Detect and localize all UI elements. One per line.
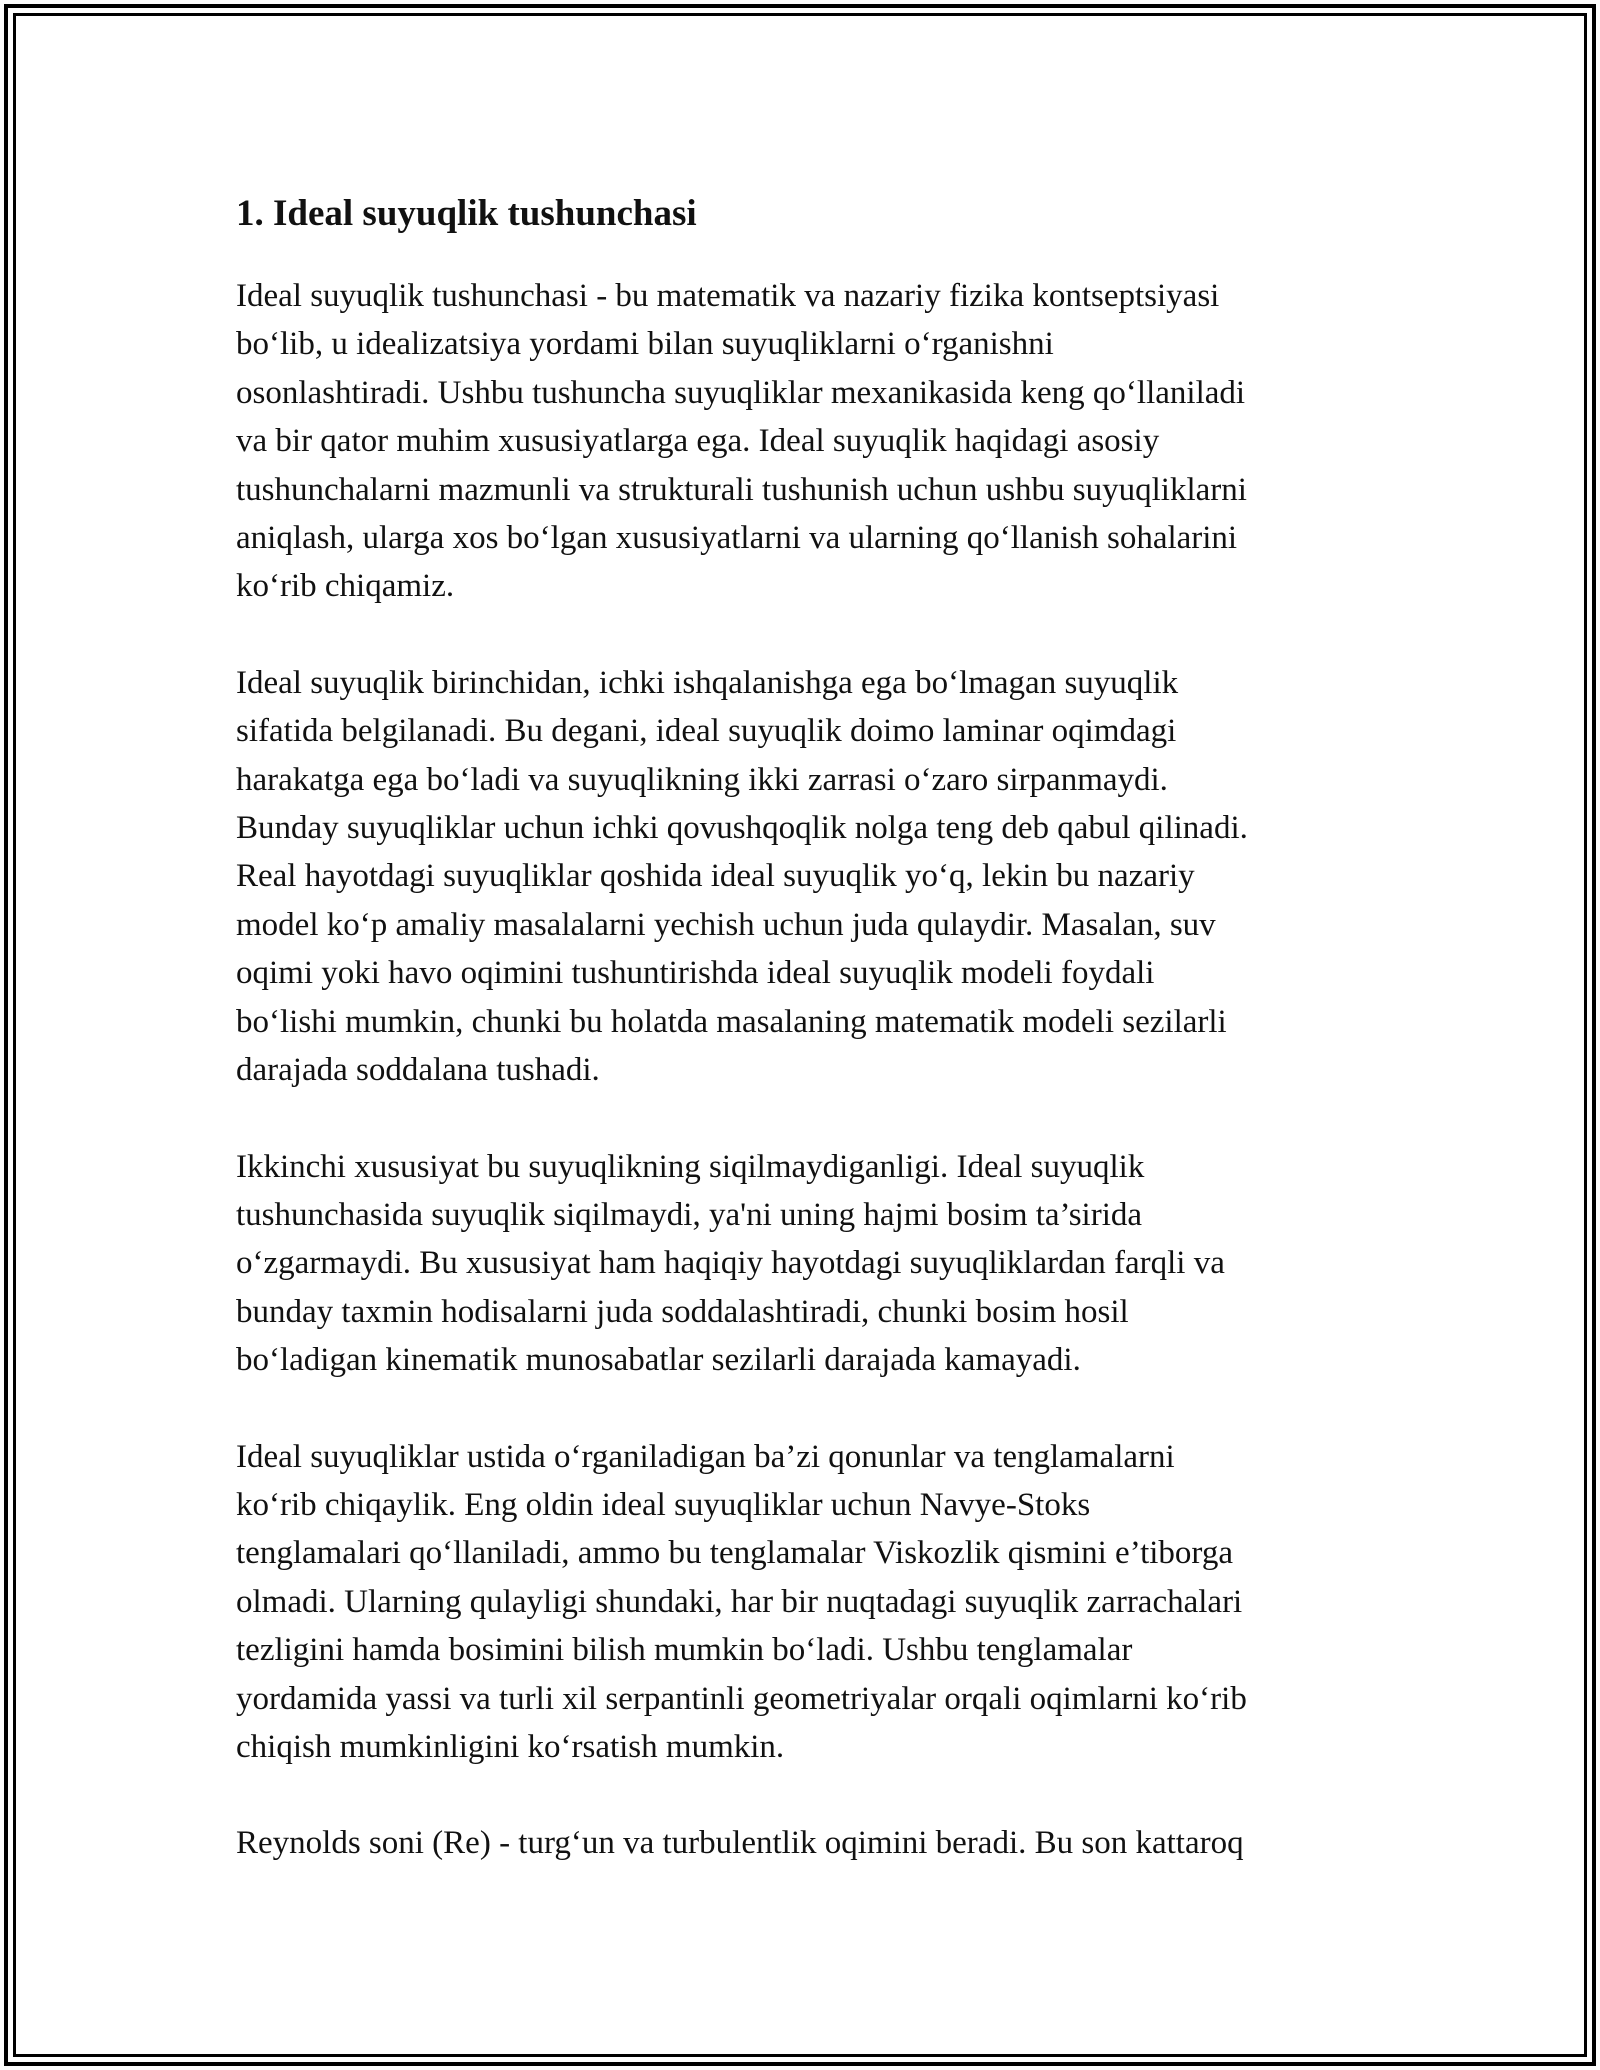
paragraph-3: Ikkinchi xususiyat bu suyuqlikning siqilmaydiganligi. Ideal suyuqlik tushunchasida suyuqlik siqilmaydi, ya'ni uning hajmi bosim ta’sirida o‘zgarmaydi. Bu xususiyat ham haqiqiy hayotdagi suyuqliklardan farqli va bunday taxmin hodisalarni juda soddalashtiradi, chunki bosim hosil bo‘ladigan kinematik munosabatlar sezilarli darajada kamayadi.: [236, 1148, 1225, 1379]
paragraph-1: Ideal suyuqlik tushunchasi - bu matematik va nazariy fizika kontseptsiyasi bo‘lib, u idealizatsiya yordami bilan suyuqliklarni o‘rganishni osonlashtiradi. Ushbu tushuncha suyuqliklar mexanikasida keng qo‘llaniladi va bir qator muhim xususiyatlarga ega. Ideal suyuqlik haqidagi asosiy tushunchalarni mazmunli va strukturali tushunish uchun ushbu suyuqliklarni aniqlash, ularga xos bo‘lgan xususiyatlarni va ularning qo‘llanish sohalarini ko‘rib chiqamiz.: [236, 278, 1247, 605]
section-title: 1. Ideal suyuqlik tushunchasi: [236, 193, 697, 234]
document-body: [236, 186, 1366, 1916]
paragraph-5: Reynolds soni (Re) - turg‘un va turbulentlik oqimini beradi. Bu son kattaroq: [236, 1825, 1244, 1862]
paragraph-4: Ideal suyuqliklar ustida o‘rganiladigan ba’zi qonunlar va tenglamalarni ko‘rib chiqaylik. Eng oldin ideal suyuqliklar uchun Navye-Stoks tenglamalari qo‘llaniladi, ammo bu tenglamalar Viskozlik qismini e’tiborga olmadi. Ularning qulayligi shundaki, har bir nuqtadagi suyuqlik zarrachalari tezligini hamda bosimini bilish mumkin bo‘ladi. Ushbu tenglamalar yordamida yassi va turli xil serpantinli geometriyalar orqali oqimlarni ko‘rib chiqish mumkinligini ko‘rsatish mumkin.: [236, 1438, 1247, 1765]
paragraph-2: Ideal suyuqlik birinchidan, ichki ishqalanishga ega bo‘lmagan suyuqlik sifatida belgilanadi. Bu degani, ideal suyuqlik doimo laminar oqimdagi harakatga ega bo‘ladi va suyuqlikning ikki zarrasi o‘zaro sirpanmaydi. Bunday suyuqliklar uchun ichki qovushqoqlik nolga teng deb qabul qilinadi. Real hayotdagi suyuqliklar qoshida ideal suyuqlik yo‘q, lekin bu nazariy model ko‘p amaliy masalalarni yechish uchun juda qulaydir. Masalan, suv oqimi yoki havo oqimini tushuntirishda ideal suyuqlik modeli foydali bo‘lishi mumkin, chunki bu holatda masalaning matematik modeli sezilarli darajada soddalana tushadi.: [236, 664, 1248, 1089]
